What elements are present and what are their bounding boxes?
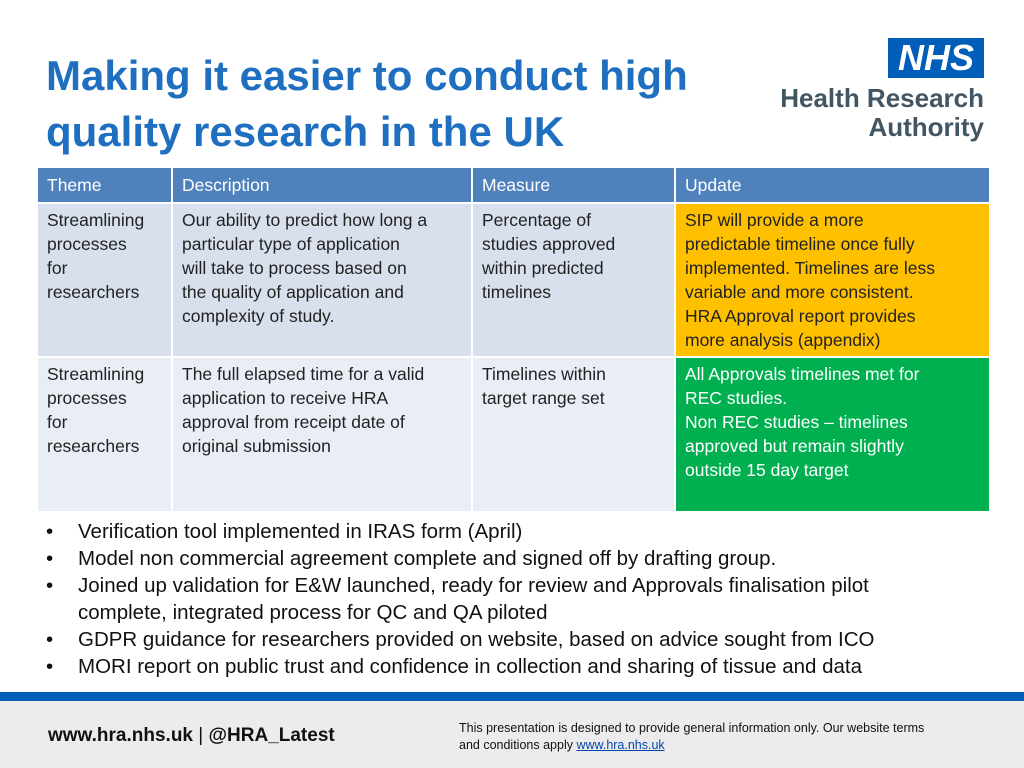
table-row <box>37 203 990 357</box>
bullet-dot: • <box>46 547 54 570</box>
cell-line: more analysis (appendix) <box>685 330 881 350</box>
cell-measure <box>472 357 675 512</box>
cell-line: implemented. Timelines are less <box>685 258 935 278</box>
cell-line: Non REC studies – timelines <box>685 412 908 432</box>
hra-logo <box>778 38 988 144</box>
list-item <box>46 545 996 572</box>
cell-line: complexity of study. <box>182 306 335 326</box>
cell-line: studies approved <box>482 234 616 254</box>
footer-contact <box>48 725 335 747</box>
cell-line: Streamlining <box>47 210 145 230</box>
nhs-logo-badge: NHS <box>888 38 984 78</box>
cell-line: approval from receipt date of <box>182 412 405 432</box>
cell-line: Our ability to predict how long a <box>182 210 428 230</box>
progress-table <box>36 166 991 513</box>
cell-line: SIP will provide a more <box>685 210 864 230</box>
cell-line: Streamlining <box>47 364 145 384</box>
footer-twitter-handle[interactable]: @HRA_Latest <box>208 725 335 746</box>
disclaimer-line-2: and conditions apply <box>459 738 577 752</box>
cell-line: particular type of application <box>182 234 400 254</box>
org-name-line-2: Authority <box>868 112 984 142</box>
table-header-row <box>37 167 990 203</box>
cell-line: outside 15 day target <box>685 460 849 480</box>
cell-line: timelines <box>482 282 552 302</box>
header-measure: Measure <box>472 167 675 203</box>
cell-theme <box>37 203 172 357</box>
bullet-dot: • <box>46 520 54 543</box>
footer-website[interactable]: www.hra.nhs.uk <box>48 725 193 746</box>
cell-line: the quality of application and <box>182 282 404 302</box>
cell-line: REC studies. <box>685 388 788 408</box>
footer-separator: | <box>198 725 204 746</box>
cell-line: for <box>47 412 68 432</box>
footer-disclaimer <box>459 720 999 754</box>
cell-line: predictable timeline once fully <box>685 234 915 254</box>
bullet-text: MORI report on public trust and confidence in collection and sharing of tissue and data <box>78 655 863 678</box>
footer-accent-bar <box>0 692 1024 701</box>
bullet-dot: • <box>46 628 54 651</box>
cell-line: within predicted <box>482 258 604 278</box>
footer-terms-link[interactable]: www.hra.nhs.uk <box>576 738 665 752</box>
cell-line: target range set <box>482 388 605 408</box>
bullet-text: complete, integrated process for QC and QA piloted <box>78 601 548 624</box>
cell-update-green <box>675 357 990 512</box>
cell-line: researchers <box>47 436 140 456</box>
page-title <box>46 48 766 160</box>
cell-line: processes <box>47 388 127 408</box>
list-item <box>46 626 996 653</box>
bullet-dot: • <box>46 574 54 597</box>
header-description: Description <box>172 167 472 203</box>
cell-line: All Approvals timelines met for <box>685 364 920 384</box>
org-name-line-1: Health Research <box>780 83 984 113</box>
cell-line: Timelines within <box>482 364 606 384</box>
title-line-1: Making it easier to conduct high <box>46 52 688 99</box>
cell-line: original submission <box>182 436 331 456</box>
disclaimer-line-1: This presentation is designed to provide general information only. Our website terms <box>459 721 925 735</box>
bullet-text: Verification tool implemented in IRAS form (April) <box>78 520 523 543</box>
list-item <box>46 653 996 680</box>
cell-line: application to receive HRA <box>182 388 389 408</box>
cell-line: approved but remain slightly <box>685 436 904 456</box>
title-line-2: quality research in the UK <box>46 108 565 155</box>
org-name <box>780 84 984 142</box>
cell-description <box>172 357 472 512</box>
cell-update-amber <box>675 203 990 357</box>
bullet-text: GDPR guidance for researchers provided on website, based on advice sought from ICO <box>78 628 875 651</box>
cell-line: variable and more consistent. <box>685 282 914 302</box>
cell-line: processes <box>47 234 127 254</box>
footer <box>0 701 1024 768</box>
update-bullet-list <box>46 518 996 680</box>
cell-line: will take to process based on <box>182 258 407 278</box>
cell-line: for <box>47 258 68 278</box>
header-theme: Theme <box>37 167 172 203</box>
list-item <box>46 518 996 545</box>
table-row <box>37 357 990 512</box>
cell-line: Percentage of <box>482 210 591 230</box>
bullet-dot: • <box>46 655 54 678</box>
cell-line: The full elapsed time for a valid <box>182 364 425 384</box>
list-item <box>46 572 996 626</box>
bullet-text: Model non commercial agreement complete and signed off by drafting group. <box>78 547 777 570</box>
cell-line: HRA Approval report provides <box>685 306 916 326</box>
cell-description <box>172 203 472 357</box>
bullet-text: Joined up validation for E&W launched, ready for review and Approvals finalisation pilot <box>78 574 869 597</box>
cell-theme <box>37 357 172 512</box>
cell-line: researchers <box>47 282 140 302</box>
cell-measure <box>472 203 675 357</box>
header-update: Update <box>675 167 990 203</box>
